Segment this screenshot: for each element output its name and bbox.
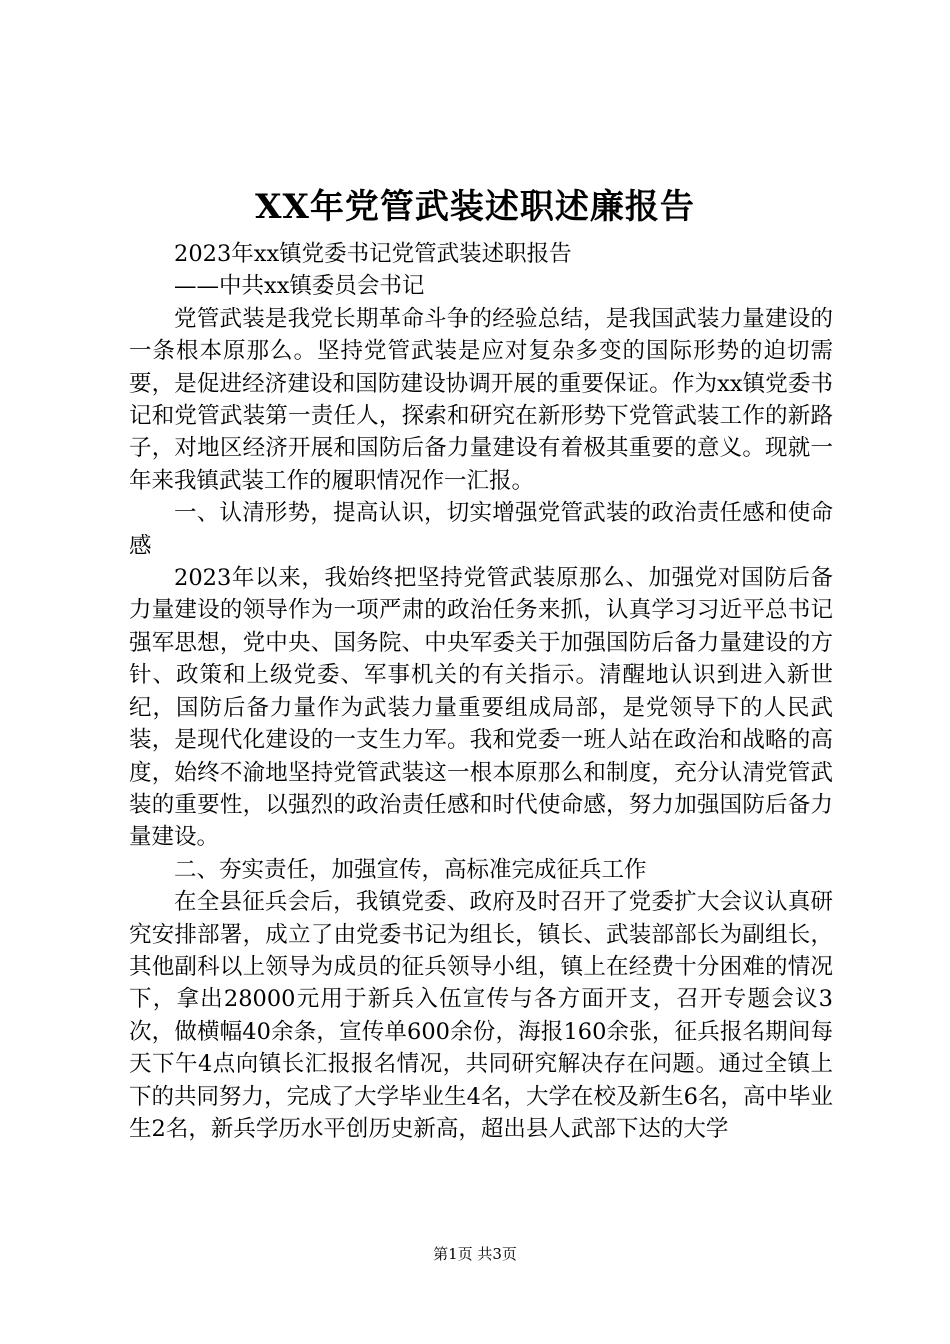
document-title: XX年党管武装述职述廉报告 — [255, 187, 695, 227]
body-paragraph-section-1: 2023年以来，我始终把坚持党管武装原那么、加强党对国防后备力量建设的领导作为一项严肃的政治任务来抓，认真学习习近平总书记强军思想，党中央、国务院、中央军委关于加强国防后备力量建设的方针、政策和上级党委、军事机关的有关指示。清醒地认识到进入新世纪，国防后备力量作为武装力量重要组成局部，是党领导下的人民武装，是现代化建设的一支生力军。我和党委一班人站在政治和战略的高度，始终不渝地坚持党管武装这一根本原那么和制度，充分认清党管武装的重要性，以强烈的政治责任感和时代使命感，努力加强国防后备力量建设。 — [129, 565, 833, 851]
section-heading-1: 一、认清形势，提高认识，切实增强党管武装的政治责任感和使命感 — [129, 500, 833, 559]
report-subtitle: 2023年xx镇党委书记党管武装述职报告 — [174, 241, 572, 267]
body-paragraph-section-2: 在全县征兵会后，我镇党委、政府及时召开了党委扩大会议认真研究安排部署，成立了由党委书记为组长，镇长、武装部部长为副组长，其他副科以上领导为成员的征兵领导小组，镇上在经费十分困难的情况下，拿出28000元用于新兵入伍宣传与各方面开支，召开专题会议3次，做横幅40余条，宣传单600余份，海报160余张，征兵报名期间每天下午4点向镇长汇报报名情况，共同研究解决存在问题。通过全镇上下的共同努力，完成了大学毕业生4名，大学在校及新生6名，高中毕业生2名，新兵学历水平创历史新高，超出县人武部下达的大学 — [129, 889, 833, 1142]
page-footer: 第1页 共3页 — [433, 1245, 517, 1263]
body-paragraph-intro: 党管武装是我党长期革命斗争的经验总结，是我国武装力量建设的一条根本原那么。坚持党管武装是应对复杂多变的国际形势的迫切需要，是促进经济建设和国防建设协调开展的重要保证。作为xx镇党委书记和党管武装第一责任人，探索和研究在新形势下党管武装工作的新路子，对地区经济开展和国防后备力量建设有着极其重要的意义。现就一年来我镇武装工作的履职情况作一汇报。 — [129, 305, 833, 494]
document-body — [129, 238, 833, 1145]
section-heading-2: 二、夯实责任，加强宣传，高标准完成征兵工作 — [174, 856, 647, 883]
report-author-line: ——中共xx镇委员会书记 — [174, 273, 425, 300]
